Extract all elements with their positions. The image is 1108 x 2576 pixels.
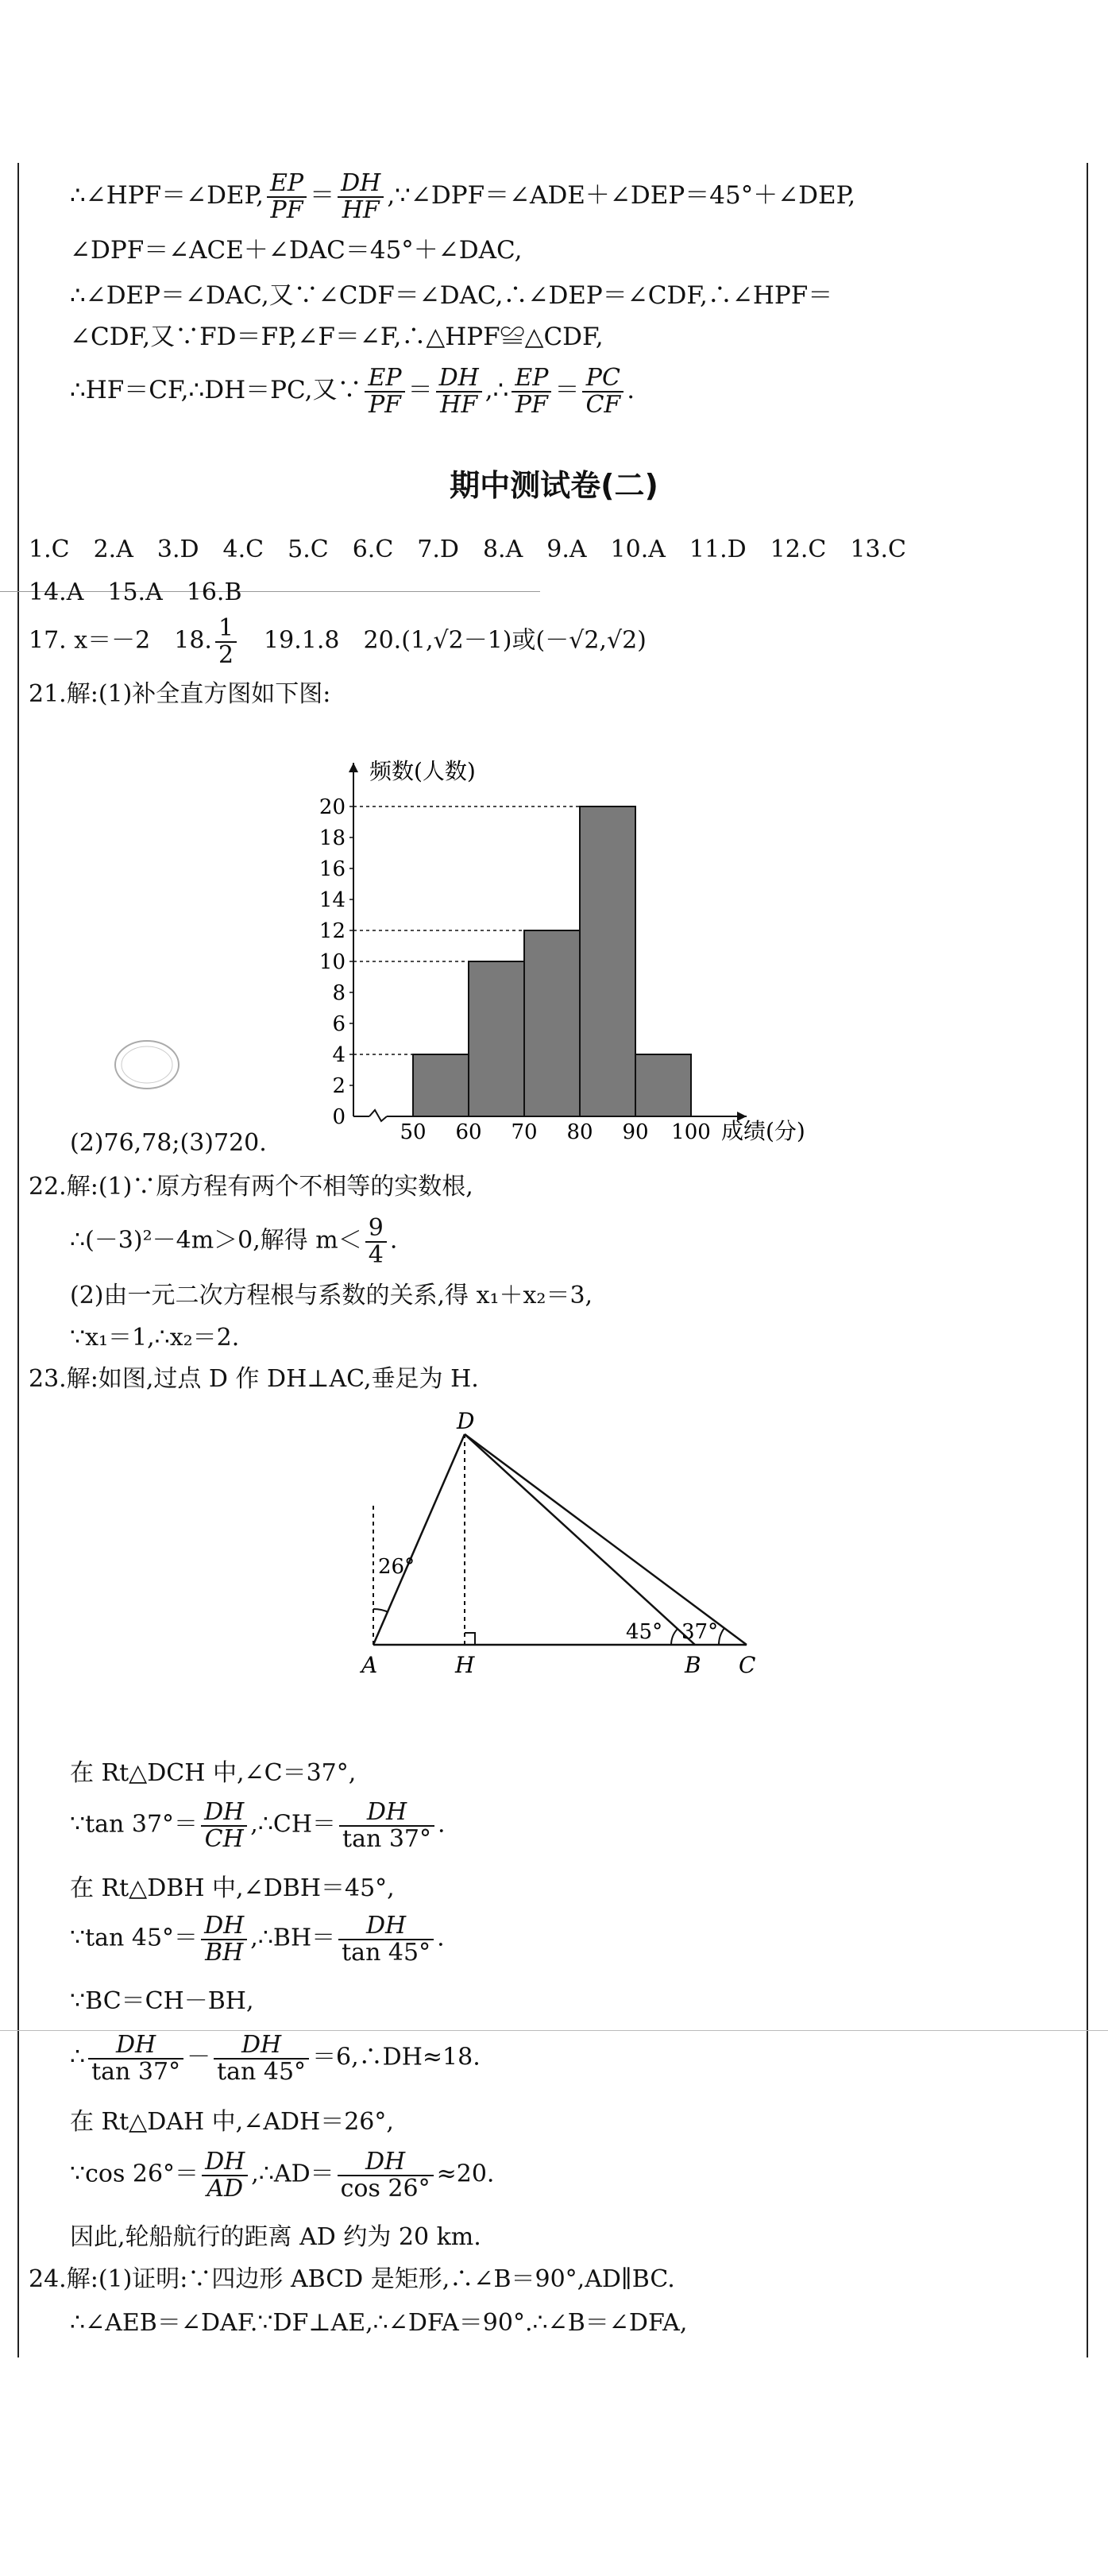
- y-tick-label-8: 8: [332, 981, 346, 1005]
- top-line-3: ∴∠DEP＝∠DAC,又∵∠CDF＝∠DAC,∴∠DEP＝∠CDF,∴∠HPF＝: [70, 281, 833, 310]
- top-line-2: ∠DPF＝∠ACE＋∠DAC＝45°＋∠DAC,: [70, 236, 523, 265]
- right-angle-mark: [465, 1633, 475, 1645]
- q22-line-3: (2)由一元二次方程根与系数的关系,得 x₁＋x₂＝3,: [70, 1282, 593, 1309]
- angle-label-26: 26°: [378, 1555, 415, 1579]
- bar-90-100: [635, 1054, 691, 1116]
- angle-label-37: 37°: [681, 1620, 719, 1644]
- y-tick-label-4: 4: [332, 1043, 346, 1067]
- angle-arc-b: [671, 1629, 678, 1645]
- y-tick-label-16: 16: [319, 857, 346, 881]
- q23-step-4: ∵tan 45°＝ $\frac{DH}{BH}$ ,∴BH＝ $\frac{DH}{\tan 45^\circ}$ .: [70, 1912, 445, 1967]
- q22-line-4: ∵x₁＝1,∴x₂＝2.: [70, 1324, 240, 1352]
- scan-separator-2: [0, 2030, 1108, 2031]
- q23-intro: 23.解:如图,过点 D 作 DH⊥AC,垂足为 H.: [29, 1365, 479, 1393]
- top-line-1: ∴∠HPF＝∠DEP, $\frac{EP}{PF}$ ＝ $\frac{DH}{HF}$ ,∵∠DPF＝∠ADE＋∠DEP＝45°＋∠DEP,: [70, 169, 856, 224]
- label-b: B: [685, 1652, 701, 1678]
- stamp-seal-icon: [107, 1033, 187, 1097]
- q23-step-6: ∴ $\frac{DH}{\tan 37^\circ}$ － $\frac{DH}{\tan 45^\circ}$ ＝6,∴DH≈18.: [70, 2031, 481, 2086]
- q23-conclusion: 因此,轮船航行的距离 AD 约为 20 km.: [70, 2223, 481, 2251]
- angle-arc-c: [719, 1628, 724, 1645]
- x-axis-break: [369, 1110, 387, 1121]
- q21-intro: 21.解:(1)补全直方图如下图:: [29, 680, 331, 708]
- q22-line-1: 22.解:(1)∵原方程有两个不相等的实数根,: [29, 1173, 473, 1201]
- q23-step-1: 在 Rt△DCH 中,∠C＝37°,: [70, 1759, 357, 1787]
- segment-db: [465, 1434, 695, 1645]
- y-axis-arrow-icon: [349, 763, 358, 772]
- histogram-chart: [318, 711, 810, 1144]
- y-tick-label-12: 12: [319, 919, 346, 943]
- y-tick-label-10: 10: [319, 950, 346, 974]
- x-tick-label-80: 80: [566, 1120, 593, 1144]
- fill-answers: 17. x＝－2 18. $\frac{1}{2}$ 19.1.8 20.(1,√2－1)或(－√2,√2): [29, 614, 647, 669]
- q22-line-2: ∴(－3)²－4m＞0,解得 m＜ $\frac{9}{4}$ .: [70, 1214, 398, 1269]
- bar-60-70: [469, 961, 524, 1116]
- y-tick-label-0: 0: [332, 1105, 346, 1129]
- q23-step-3: 在 Rt△DBH 中,∠DBH＝45°,: [70, 1874, 395, 1902]
- label-a: A: [361, 1652, 378, 1678]
- top-line-5: ∴HF＝CF,∴DH＝PC,又∵ $\frac{EP}{PF}$ ＝ $\frac{DH}{HF}$ ,∴ $\frac{EP}{PF}$ ＝ $\frac{PC}{CF}$ .: [70, 364, 635, 419]
- bar-50-60: [413, 1054, 469, 1116]
- segment-dc: [465, 1434, 747, 1645]
- y-tick-label-14: 14: [319, 888, 346, 912]
- angle-arc-a: [373, 1609, 388, 1612]
- y-axis-title: 频数(人数): [369, 758, 476, 784]
- top-line-4: ∠CDF,又∵FD＝FP,∠F＝∠F,∴△HPF≌△CDF,: [70, 323, 604, 351]
- q23-step-2: ∵tan 37°＝ $\frac{DH}{CH}$ ,∴CH＝ $\frac{DH}{\tan 37^\circ}$ .: [70, 1798, 446, 1853]
- q21-answer: (2)76,78;(3)720.: [70, 1129, 267, 1157]
- y-tick-label-2: 2: [332, 1074, 346, 1098]
- exam-title: 期中测试卷(二): [450, 468, 658, 503]
- segment-ad: [373, 1434, 465, 1645]
- label-h: H: [455, 1652, 475, 1678]
- bar-70-80: [524, 930, 580, 1116]
- x-tick-label-60: 60: [455, 1120, 482, 1144]
- x-tick-label-50: 50: [400, 1120, 427, 1144]
- geometry-diagram: [349, 1406, 778, 1692]
- bar-80-90: [580, 806, 635, 1116]
- x-tick-label-70: 70: [511, 1120, 538, 1144]
- x-axis-title: 成绩(分): [721, 1118, 805, 1144]
- angle-label-45: 45°: [626, 1620, 663, 1644]
- label-d: D: [457, 1408, 475, 1434]
- q24-line-2: ∴∠AEB＝∠DAF.∵DF⊥AE,∴∠DFA＝90°.∴∠B＝∠DFA,: [70, 2309, 688, 2337]
- y-tick-label-18: 18: [319, 826, 346, 850]
- x-tick-label-100: 100: [671, 1120, 711, 1144]
- q23-step-5: ∵BC＝CH－BH,: [70, 1987, 254, 2015]
- choice-answers-row-1: 1.C 2.A 3.D 4.C 5.C 6.C 7.D 8.A 9.A 10.A 11.D 12.C 13.C: [29, 536, 906, 563]
- q23-step-7: 在 Rt△DAH 中,∠ADH＝26°,: [70, 2108, 394, 2136]
- q23-step-8: ∵cos 26°＝ $\frac{DH}{AD}$ ,∴AD＝ $\frac{DH}{\cos 26^\circ}$ ≈20.: [70, 2148, 495, 2203]
- x-tick-label-90: 90: [622, 1120, 649, 1144]
- y-tick-label-6: 6: [332, 1012, 346, 1036]
- choice-answers-row-2: 14.A 15.A 16.B: [29, 578, 242, 606]
- label-c: C: [739, 1652, 756, 1678]
- q24-line-1: 24.解:(1)证明:∵四边形 ABCD 是矩形,∴∠B＝90°,AD∥BC.: [29, 2265, 675, 2293]
- y-tick-label-20: 20: [319, 795, 346, 819]
